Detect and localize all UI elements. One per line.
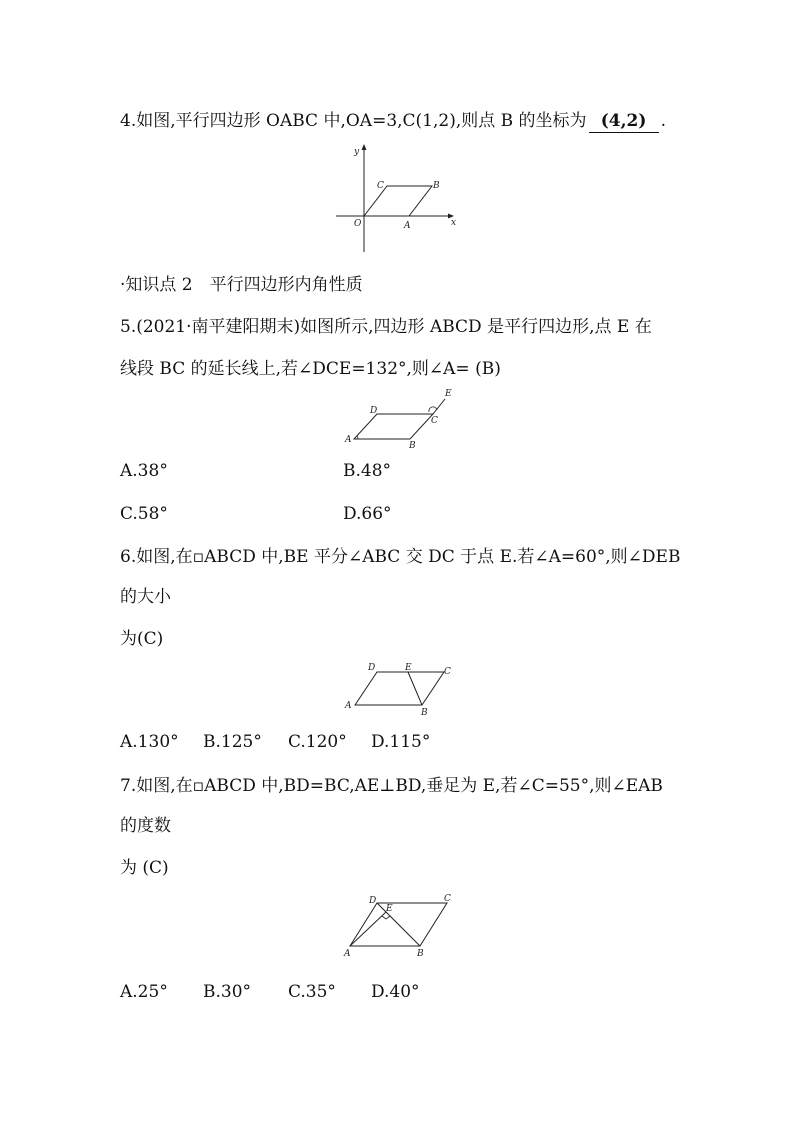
q7-label-e: E	[386, 904, 393, 914]
q6-line3: 为(C)	[120, 629, 164, 649]
q5-label-e: E	[445, 389, 452, 399]
q6-option-a[interactable]: A.130°	[120, 732, 179, 752]
q5-label-c: C	[431, 416, 438, 426]
q7-option-c[interactable]: C.35°	[288, 982, 336, 1002]
q6-label-a: A	[345, 701, 352, 711]
q7-option-b[interactable]: B.30°	[203, 982, 252, 1002]
q6-label-e: E	[405, 663, 412, 673]
q5-option-c[interactable]: C.58°	[120, 504, 168, 524]
q4-label-a: A	[404, 221, 411, 231]
q7-line1: 7.如图,在▫ABCD 中,BD=BC,AE⊥BD,垂足为 E,若∠C=55°,则∠EAB	[120, 776, 663, 796]
q6-option-c[interactable]: C.120°	[288, 732, 347, 752]
q5-extension-ce	[433, 399, 445, 414]
q5-line2: 线段 BC 的延长线上,若∠DCE=132°,则∠A= (B)	[120, 359, 501, 379]
q6-option-b[interactable]: B.125°	[203, 732, 262, 752]
q4-figure	[330, 140, 465, 255]
q4-question	[120, 110, 666, 133]
q6-line2: 的大小	[120, 587, 171, 607]
q4-label-b: B	[433, 181, 440, 191]
q6-segment-be	[408, 672, 422, 705]
q7-diagonal-bd	[377, 903, 420, 946]
section2-title: ·知识点 2 平行四边形内角性质	[120, 275, 363, 295]
q5-parallelogram	[354, 414, 433, 439]
q4-y-arrow	[362, 144, 367, 150]
q7-label-a: A	[344, 949, 351, 959]
q5-option-b[interactable]: B.48°	[343, 461, 392, 481]
q4-parallelogram	[364, 186, 432, 216]
q6-label-c: C	[444, 667, 451, 677]
q5-figure	[340, 385, 460, 450]
q7-right-angle-mark	[382, 916, 390, 919]
q7-figure	[340, 890, 460, 962]
q7-label-b: B	[417, 949, 424, 959]
q4-label-y: y	[354, 147, 360, 157]
q4-tail: .	[660, 111, 666, 131]
q7-line2: 的度数	[120, 816, 171, 836]
q6-parallelogram	[355, 672, 444, 705]
q7-label-d: D	[369, 896, 377, 906]
q5-line1: 5.(2021·南平建阳期末)如图所示,四边形 ABCD 是平行四边形,点 E 在	[120, 317, 652, 337]
q5-option-a[interactable]: A.38°	[120, 461, 168, 481]
q6-label-d: D	[368, 663, 376, 673]
q7-option-d[interactable]: D.40°	[371, 982, 420, 1002]
q4-text: 4.如图,平行四边形 OABC 中,OA=3,C(1,2),则点 B 的坐标为	[120, 111, 587, 131]
q5-label-d: D	[370, 406, 378, 416]
q4-label-c: C	[377, 181, 384, 191]
q5-label-b: B	[409, 441, 416, 451]
q4-answer: (4,2)	[589, 110, 659, 133]
q6-option-d[interactable]: D.115°	[371, 732, 431, 752]
q4-label-x: x	[451, 218, 457, 228]
q4-label-o: O	[354, 219, 362, 229]
q5-label-a: A	[345, 435, 352, 445]
q6-figure	[340, 660, 460, 720]
q7-label-c: C	[444, 894, 451, 904]
q5-option-d[interactable]: D.66°	[343, 504, 392, 524]
q7-line3: 为 (C)	[120, 858, 169, 878]
q6-label-b: B	[421, 708, 428, 718]
q7-option-a[interactable]: A.25°	[120, 982, 168, 1002]
q6-line1: 6.如图,在▫ABCD 中,BE 平分∠ABC 交 DC 于点 E.若∠A=60°,则∠DEB	[120, 547, 681, 567]
